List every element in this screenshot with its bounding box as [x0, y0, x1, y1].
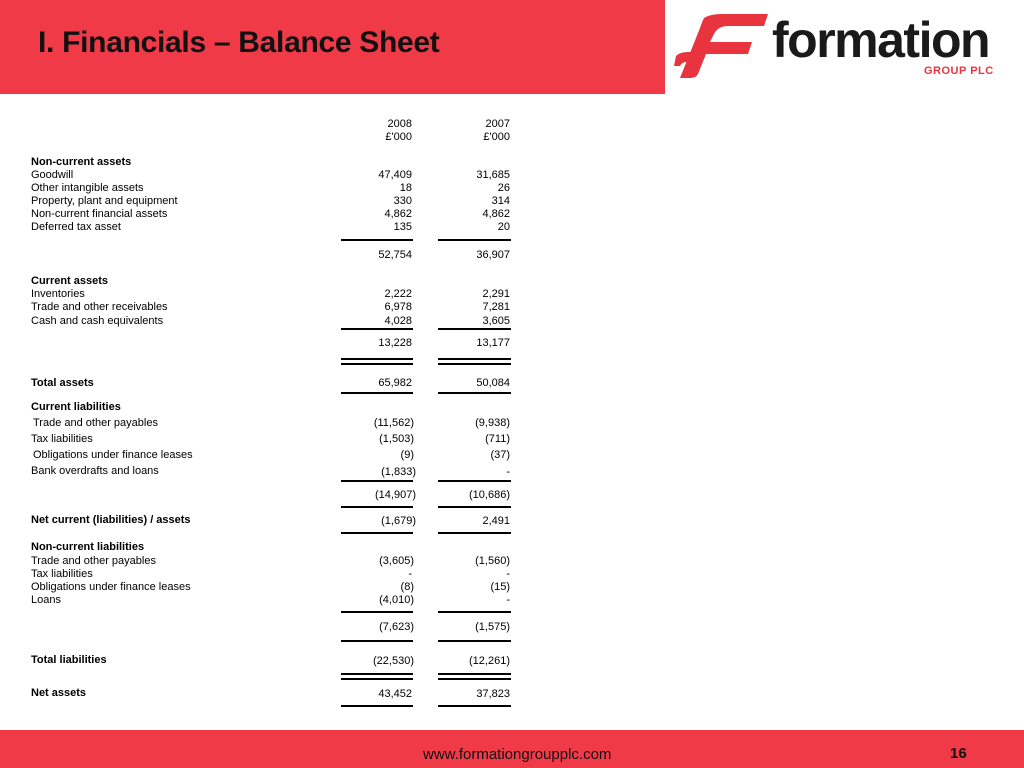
- value-2007: 3,605: [482, 315, 510, 327]
- value-2008: 65,982: [378, 377, 412, 389]
- row-label: Net assets: [31, 687, 87, 699]
- row-label: Deferred tax asset: [31, 221, 121, 233]
- total-rule: [341, 678, 413, 680]
- value-2008: (4,010): [379, 594, 414, 606]
- total-rule: [438, 705, 511, 707]
- row-label: Property, plant and equipment: [31, 195, 178, 207]
- page-number: 16: [950, 745, 967, 762]
- value-2007: 37,823: [476, 688, 510, 700]
- value-2008: 18: [399, 182, 412, 194]
- value-2008: (1,833): [381, 466, 416, 478]
- subtotal-2008: (14,907): [375, 489, 416, 501]
- value-2007: (15): [490, 581, 510, 593]
- subtotal-rule: [341, 328, 413, 330]
- value-2007: 2,291: [482, 288, 510, 300]
- formation-logo-icon: [672, 12, 772, 87]
- total-rule: [438, 673, 511, 675]
- row-label: Goodwill: [31, 169, 74, 181]
- subtotal-rule: [341, 239, 413, 241]
- total-rule: [341, 673, 413, 675]
- column-unit-2008: £'000: [385, 131, 412, 143]
- subtotal-rule: [438, 611, 511, 613]
- row-label: Other intangible assets: [31, 182, 144, 194]
- value-2007: 2,491: [482, 515, 510, 527]
- value-2007: 314: [491, 195, 510, 207]
- subtotal-2007: 36,907: [476, 249, 510, 261]
- subtotal-rule: [341, 532, 413, 534]
- value-2008: 4,028: [384, 315, 412, 327]
- value-2008: (1,679): [381, 515, 416, 527]
- total-rule: [341, 705, 413, 707]
- subtotal-rule: [438, 480, 511, 482]
- row-label: Total liabilities: [31, 654, 107, 666]
- row-label: Bank overdrafts and loans: [31, 465, 159, 477]
- section-heading: Current liabilities: [31, 401, 121, 413]
- subtotal-rule: [438, 239, 511, 241]
- value-2008: (11,562): [373, 417, 414, 429]
- value-2007: (1,560): [475, 555, 510, 567]
- value-2008: 4,862: [384, 208, 412, 220]
- subtotal-rule: [438, 363, 511, 365]
- footer-website-link[interactable]: www.formationgroupplc.com: [423, 746, 612, 763]
- subtotal-rule: [341, 506, 413, 508]
- value-2008: 6,978: [384, 301, 412, 313]
- row-label: Trade and other payables: [31, 555, 156, 567]
- row-label: Obligations under finance leases: [33, 449, 193, 461]
- row-label: Loans: [31, 594, 61, 606]
- value-2008: 135: [393, 221, 412, 233]
- value-2008: (1,503): [379, 433, 414, 445]
- value-2008: (22,530): [373, 655, 414, 667]
- row-label: Cash and cash equivalents: [31, 315, 164, 327]
- value-2007: (711): [485, 433, 510, 445]
- value-2007: 50,084: [476, 377, 510, 389]
- value-2007: (12,261): [469, 655, 510, 667]
- value-2008: (3,605): [379, 555, 414, 567]
- value-2008: (8): [400, 581, 414, 593]
- column-header-2008: 2008: [387, 118, 412, 130]
- subtotal-rule: [438, 532, 511, 534]
- company-logo: [672, 12, 1002, 87]
- row-label: Tax liabilities: [31, 433, 93, 445]
- subtotal-rule: [341, 363, 413, 365]
- total-rule: [438, 392, 511, 394]
- subtotal-rule: [438, 506, 511, 508]
- row-label: Obligations under finance leases: [31, 581, 191, 593]
- total-rule: [438, 678, 511, 680]
- value-2007: (37): [490, 449, 510, 461]
- subtotal-2008: 52,754: [378, 249, 412, 261]
- value-2008: 330: [393, 195, 412, 207]
- subtotal-rule: [341, 640, 413, 642]
- value-2008: 2,222: [384, 288, 412, 300]
- section-heading: Current assets: [31, 275, 109, 287]
- column-header-2007: 2007: [485, 118, 510, 130]
- subtotal-rule: [438, 640, 511, 642]
- subtotal-2007: 13,177: [476, 337, 510, 349]
- subtotal-rule: [341, 480, 413, 482]
- subtotal-rule: [438, 358, 511, 360]
- value-2008: 47,409: [378, 169, 412, 181]
- row-label: Trade and other receivables: [31, 301, 168, 313]
- logo-wordmark: formation: [772, 12, 990, 68]
- row-label: Total assets: [31, 377, 94, 389]
- value-2007: -: [506, 466, 510, 478]
- column-unit-2007: £'000: [483, 131, 510, 143]
- value-2007: 31,685: [476, 169, 510, 181]
- value-2007: 7,281: [482, 301, 510, 313]
- total-rule: [341, 392, 413, 394]
- subtotal-2008: (7,623): [379, 621, 414, 633]
- row-label: Non-current financial assets: [31, 208, 168, 220]
- row-label: Net current (liabilities) / assets: [31, 514, 191, 526]
- value-2008: 43,452: [378, 688, 412, 700]
- subtotal-2007: (1,575): [475, 621, 510, 633]
- logo-subtitle: GROUP PLC: [924, 65, 994, 77]
- section-heading: Non-current liabilities: [31, 541, 145, 553]
- section-heading: Non-current assets: [31, 156, 132, 168]
- page-title: I. Financials – Balance Sheet: [38, 26, 440, 59]
- value-2007: 4,862: [482, 208, 510, 220]
- row-label: Inventories: [31, 288, 85, 300]
- row-label: Tax liabilities: [31, 568, 93, 580]
- row-label: Trade and other payables: [33, 417, 158, 429]
- subtotal-2008: 13,228: [378, 337, 412, 349]
- subtotal-2007: (10,686): [469, 489, 510, 501]
- value-2008: (9): [400, 449, 414, 461]
- value-2007: 20: [497, 221, 510, 233]
- value-2007: (9,938): [475, 417, 510, 429]
- value-2008: -: [408, 568, 412, 580]
- subtotal-rule: [341, 358, 413, 360]
- subtotal-rule: [341, 611, 413, 613]
- subtotal-rule: [438, 328, 511, 330]
- value-2007: -: [506, 594, 510, 606]
- value-2007: 26: [497, 182, 510, 194]
- value-2007: -: [506, 568, 510, 580]
